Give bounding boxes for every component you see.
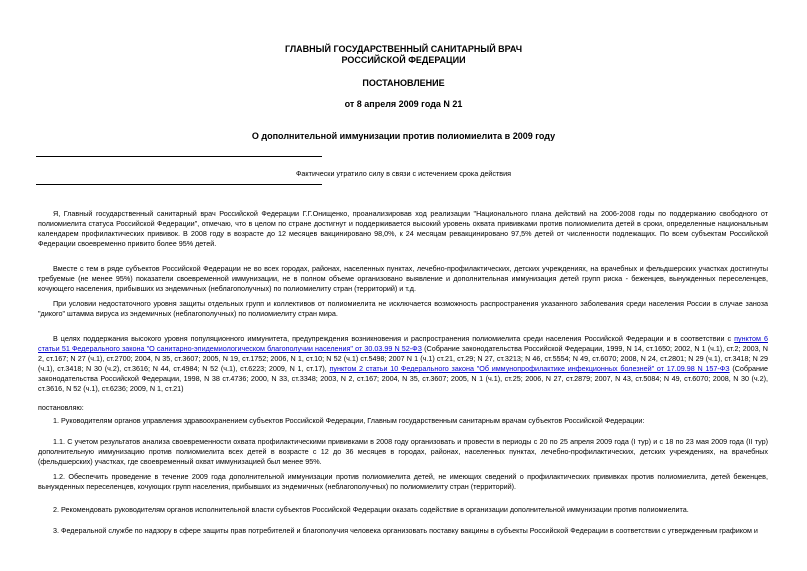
document-type: ПОСТАНОВЛЕНИЕ: [362, 78, 445, 88]
paragraph-2: Вместе с тем в ряде субъектов Российской Федерации не во всех городах, районах, населенных пунктах, лечебно-профилактических, детских учреждениях, на врачебных и фельдшерских участках достигнуты требуемые (не менее 95%) показатели своевременной иммунизации, не в полном объеме организовано выявление и дополнительная иммунизация детей групп риска - беженцев, вынужденных переселенцев, кочующего населения, прибывших из эндемичных (неблагополучных) по полиомиелиту стран (территорий) и т.д.: [38, 264, 768, 293]
separator-bottom: [36, 184, 322, 185]
item-2: 2. Рекомендовать руководителям органов исполнительной власти субъектов Российской Федерации оказать содействие в организации дополнительной иммунизации против полиомиелита.: [53, 505, 689, 514]
paragraph-4: [38, 334, 768, 394]
authority-line-2: РОССИЙСКОЙ ФЕДЕРАЦИИ: [341, 55, 466, 65]
authority-line-1: ГЛАВНЫЙ ГОСУДАРСТВЕННЫЙ САНИТАРНЫЙ ВРАЧ: [284, 44, 523, 54]
paragraph-3: При условии недостаточного уровня защиты отдельных групп и коллективов от полиомиелита не исключается возможность распространения указанного заболевания среди населения России в случае заноза "дикого" штамма вируса из эндемичных (неблагополучных) по полиомиелиту стран мира.: [38, 299, 768, 318]
paragraph-4-text-a: В целях поддержания высокого уровня популяционного иммунитета, предупреждения возникновения и распространения полиомиелита среди населения Российской Федерации и в соответствии с: [53, 334, 735, 343]
paragraph-4-text-c: (Собрание законодательства Российской Федерации, 1998, N 38 ст.4736; 2000, N 33, ст.3348; 2003, N 2, ст.167; 2004, N 35, ст.3607; 2005, N 1 (ч.1), ст.25; 2006, N 27, ст.2879; 2007, N 43, ст.5084; N 49, ст.6070; 2008, N 30 (ч.2), ст.3616, N 52 (ч.1), ст.6236; 2009, N 1, ст.21): [38, 364, 768, 393]
paragraph-1: Я, Главный государственный санитарный врач Российской Федерации Г.Г.Онищенко, проанализировав ход реализации "Национального плана действий на 2006-2008 годы по поддержанию свободного от полиомиелита статуса Российской Федерации", отмечаю, что в целом по стране достигнут и поддерживается высокий уровень охвата прививками против полиомиелита детей в сроки, определенные национальным календарем профилактических прививок. В 2008 году в возрасте до 12 месяцев вакцинировано 98,0%, к 24 месяцам ревакцинировано 97,5% детей от численности подлежащих. По всем субъектам Российской Федерации своевременно привито более 95% детей.: [38, 209, 768, 248]
document-date: от 8 апреля 2009 года N 21: [344, 99, 463, 109]
item-1: 1. Руководителям органов управления здравоохранением субъектов Российской Федерации, Главным государственным санитарным врачам субъектов Российской Федерации:: [53, 416, 645, 425]
law-52-fz-link[interactable]: пунктом 6 статьи 51 Федерального закона "О санитарно-эпидемиологическом благополучии населения" от 30.03.99 N 52-ФЗ: [38, 334, 768, 353]
separator-top: [36, 156, 322, 157]
item-1-1: 1.1. С учетом результатов анализа своевременности охвата профилактическими прививками в 2008 году организовать и провести в периоды с 20 по 25 апреля 2009 года (I тур) и с 18 по 23 мая 2009 года (II тур) дополнительную иммунизацию против полиомиелита всех детей в возрасте с 12 до 36 месяцев в городах, районах, населенных пунктах, лечебно-профилактических, детских учреждениях, на врачебных (фельдшерских) участках, где своевременный охват иммунизацией был менее 95%.: [38, 437, 768, 466]
resolution-word: постановляю:: [38, 403, 84, 412]
status-note: Фактически утратило силу в связи с истечением срока действия: [295, 169, 512, 178]
document-title: О дополнительной иммунизации против полиомиелита в 2009 году: [251, 131, 556, 141]
item-3: 3. Федеральной службе по надзору в сфере защиты прав потребителей и благополучия человека организовать поставку вакцины в субъекты Российской Федерации в соответствии с утвержденным графиком и: [53, 526, 758, 535]
item-1-2: 1.2. Обеспечить проведение в течение 2009 года дополнительной иммунизации против полиомиелита детей, не имеющих сведений о профилактических прививках против полиомиелита, детей беженцев, вынужденных переселенцев, кочующих групп населения, прибывших из эндемичных (неблагополучных) по полиомиелиту стран (территорий).: [38, 472, 768, 491]
paragraph-4-text-b: (Собрание законодательства Российской Федерации, 1999, N 14, ст.1650; 2002, N 1 (ч.1), ст.2; 2003, N 2, ст.167; N 27 (ч.1), ст.2700; 2004, N 35, ст.3607; 2005, N 19, ст.1752; 2006, N 1, ст.10; N 52 (ч.1) ст.5498; 2007 N 1 (ч.1) ст.21, ст.29; N 27, ст.3213; N 46, ст.5554; N 49, ст.6070; 2008, N 24, ст.2801; N 29 (ч.1), ст.3418; N 29 (ч.1), ст.3418; N 30 (ч.2), ст.3616; N 44, ст.4984; N 52 (ч.1), ст.6223; 2009, N 1, ст.17),: [38, 344, 768, 373]
law-157-fz-link[interactable]: пунктом 2 статьи 10 Федерального закона "Об иммунопрофилактике инфекционных болезней" от 17.09.98 N 157-ФЗ: [329, 364, 730, 373]
